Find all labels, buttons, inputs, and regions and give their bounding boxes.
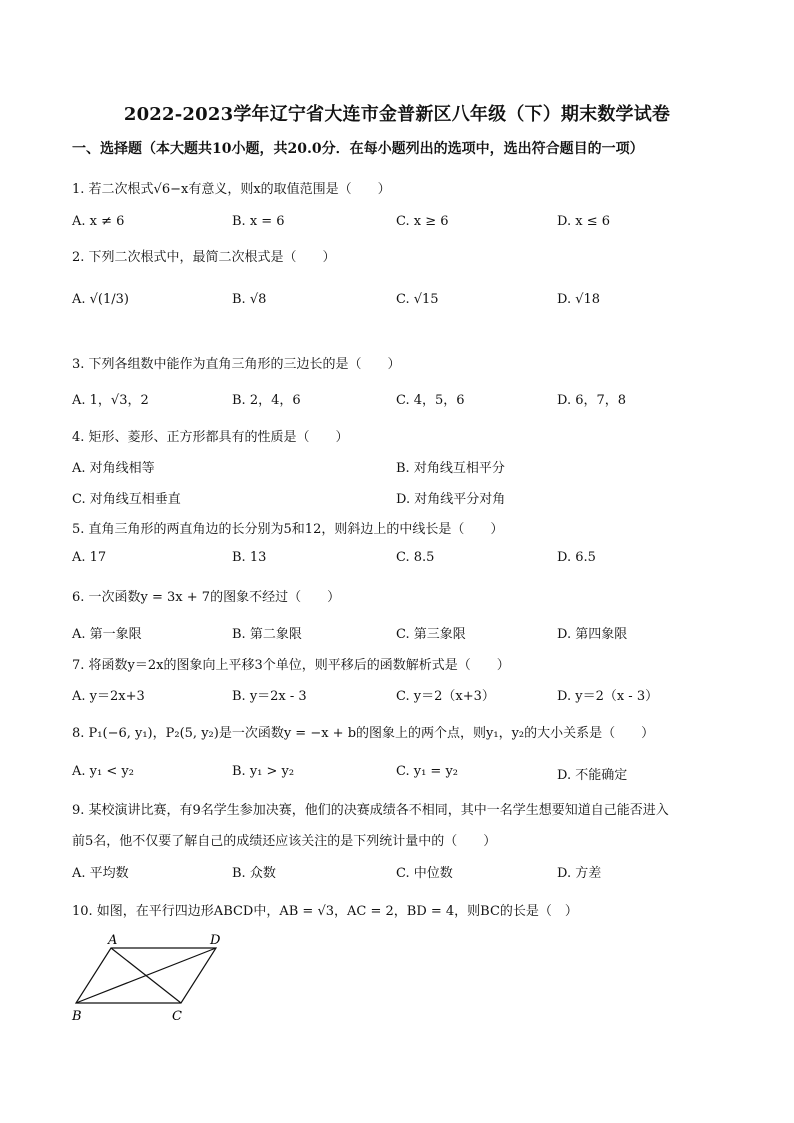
question-9-stem: 9. 某校演讲比赛，有9名学生参加决赛，他们的决赛成绩各不相同，其中一名学生想要知道自己能否进入 <box>72 803 669 818</box>
question-6-stem: 6. 一次函数y = 3x + 7的图象不经过（ ） <box>72 590 341 605</box>
question-7-option-d: D. y＝2（x - 3） <box>557 689 659 704</box>
question-10-stem: 10. 如图，在平行四边形ABCD中，AB = √3，AC = 2，BD = 4，则BC的长是（ ） <box>72 904 578 919</box>
question-7-option-c: C. y＝2（x+3） <box>396 689 495 704</box>
question-4-option-c: C. 对角线互相垂直 <box>72 492 181 507</box>
question-5-option-c: C. 8.5 <box>396 550 435 565</box>
question-6-option-b: B. 第二象限 <box>232 627 302 642</box>
question-1-option-c: C. x ≥ 6 <box>396 214 449 229</box>
question-7-option-b: B. y＝2x - 3 <box>232 689 307 704</box>
question-9-option-a: A. 平均数 <box>72 866 129 881</box>
question-2-option-c: C. √15 <box>396 292 439 307</box>
question-5-option-a: A. 17 <box>72 550 107 565</box>
question-1-option-b: B. x = 6 <box>232 214 285 229</box>
question-2-stem: 2. 下列二次根式中，最简二次根式是（ ） <box>72 250 336 265</box>
question-4-option-b: B. 对角线互相平分 <box>396 461 505 476</box>
question-8-option-a: A. y₁ < y₂ <box>72 764 134 779</box>
question-7-option-a: A. y＝2x+3 <box>72 689 145 704</box>
question-3-option-d: D. 6，7，8 <box>557 393 627 408</box>
question-1-option-a: A. x ≠ 6 <box>72 214 125 229</box>
question-4-option-d: D. 对角线平分对角 <box>396 492 506 507</box>
question-4-stem: 4. 矩形、菱形、正方形都具有的性质是（ ） <box>72 430 349 445</box>
question-8-option-c: C. y₁ = y₂ <box>396 764 459 779</box>
question-9-option-d: D. 方差 <box>557 866 602 881</box>
question-2-option-d: D. √18 <box>557 292 601 307</box>
question-3-option-a: A. 1，√3，2 <box>72 393 149 408</box>
vertex-label-c: C <box>172 1009 182 1024</box>
question-9-stem-continued: 前5名，他不仅要了解自己的成绩还应该关注的是下列统计量中的（ ） <box>72 834 497 849</box>
question-2-option-b: B. √8 <box>232 292 267 307</box>
question-6-option-d: D. 第四象限 <box>557 627 628 642</box>
question-2-option-a: A. √(1/3) <box>72 292 130 307</box>
section-heading: 一、选择题（本大题共10小题，共20.0分．在每小题列出的选项中，选出符合题目的一项） <box>72 141 644 157</box>
question-8-stem: 8. P₁(−6, y₁)，P₂(5, y₂)是一次函数y = −x + b的图象上的两个点，则y₁，y₂的大小关系是（ ） <box>72 726 655 741</box>
question-5-option-d: D. 6.5 <box>557 550 596 565</box>
question-1-stem: 1. 若二次根式√6−x有意义，则x的取值范围是（ ） <box>72 182 391 197</box>
question-8-option-b: B. y₁ > y₂ <box>232 764 295 779</box>
question-4-option-a: A. 对角线相等 <box>72 461 155 476</box>
vertex-label-a: A <box>108 933 118 948</box>
question-5-option-b: B. 13 <box>232 550 267 565</box>
vertex-label-d: D <box>210 933 221 948</box>
question-9-option-c: C. 中位数 <box>396 866 453 881</box>
page-title: 2022-2023学年辽宁省大连市金普新区八年级（下）期末数学试卷 <box>123 104 671 125</box>
question-9-option-b: B. 众数 <box>232 866 276 881</box>
question-7-stem: 7. 将函数y＝2x的图象向上平移3个单位，则平移后的函数解析式是（ ） <box>72 658 510 673</box>
vertex-label-b: B <box>72 1009 82 1024</box>
question-3-option-b: B. 2，4，6 <box>232 393 301 408</box>
question-8-option-d: D. 不能确定 <box>557 768 628 783</box>
question-6-option-c: C. 第三象限 <box>396 627 466 642</box>
question-6-option-a: A. 第一象限 <box>72 627 142 642</box>
diagonal-bd <box>76 948 216 1003</box>
question-5-stem: 5. 直角三角形的两直角边的长分别为5和12，则斜边上的中线长是（ ） <box>72 522 504 537</box>
question-3-option-c: C. 4，5，6 <box>396 393 465 408</box>
question-1-option-d: D. x ≤ 6 <box>557 214 610 229</box>
parallelogram-figure <box>68 930 238 1025</box>
question-3-stem: 3. 下列各组数中能作为直角三角形的三边长的是（ ） <box>72 357 401 372</box>
